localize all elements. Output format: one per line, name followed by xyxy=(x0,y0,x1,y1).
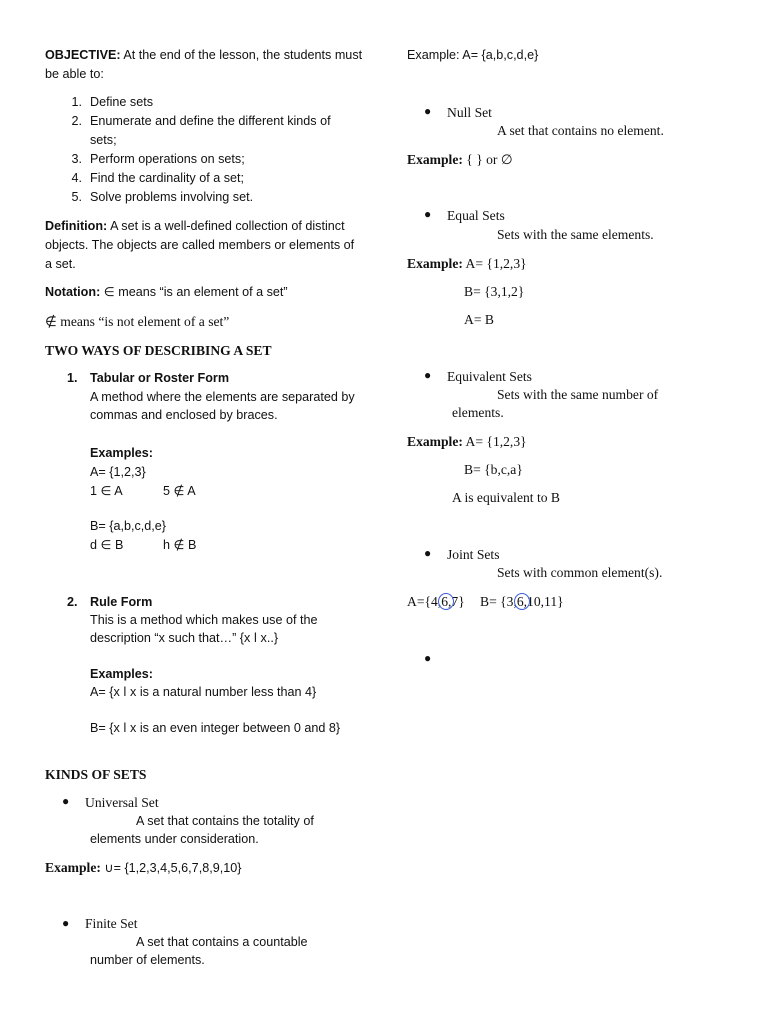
universal-desc-1: A set that contains the totality of xyxy=(136,814,314,828)
equal-desc: Sets with the same elements. xyxy=(497,227,654,242)
equiv-desc-1: Sets with the same number of xyxy=(497,387,659,402)
objective-item-5: 5. Solve problems involving set. xyxy=(71,190,254,204)
joint-desc: Sets with common element(s). xyxy=(497,565,663,580)
notation-line-2: ∉ means “is not element of a set” xyxy=(45,314,230,329)
way2-title: Rule Form xyxy=(90,595,153,609)
universal-example-label: Example: xyxy=(45,860,101,875)
equal-example-1: Example: A= {1,2,3} xyxy=(407,256,527,271)
bullet-icon: ● xyxy=(424,104,432,118)
kinds-heading: KINDS OF SETS xyxy=(45,767,147,782)
objective-item-1: 1. Define sets xyxy=(71,95,153,109)
equiv-desc-2: elements. xyxy=(452,405,504,420)
equal-example-2: B= {3,1,2} xyxy=(464,284,525,299)
finite-desc-2: number of elements. xyxy=(90,953,205,967)
equiv-title: Equivalent Sets xyxy=(447,369,532,384)
universal-title: Universal Set xyxy=(85,795,159,810)
way1-examples-label: Examples: xyxy=(90,446,153,460)
equal-example-label: Example: xyxy=(407,256,463,271)
bullet-icon: ● xyxy=(424,207,432,221)
way1-number: 1. xyxy=(67,371,78,385)
way2-desc-2: description “x such that…” {x ǀ x..} xyxy=(90,631,279,645)
equiv-example-1: Example: A= {1,2,3} xyxy=(407,434,527,449)
null-example-label: Example: xyxy=(407,152,463,167)
bullet-icon: ● xyxy=(62,916,70,930)
null-example: Example: { } or ∅ xyxy=(407,152,513,167)
objective-item-2: 2. Enumerate and define the different kinds of xyxy=(71,114,331,128)
way1-example-3: B= {a,b,c,d,e} xyxy=(90,519,166,533)
objective-label: OBJECTIVE: xyxy=(45,48,121,62)
bullet-icon: ● xyxy=(424,651,432,665)
equiv-example-2: B= {b,c,a} xyxy=(464,462,523,477)
way1-title: Tabular or Roster Form xyxy=(90,371,230,385)
objective-text: At the end of the lesson, the students must xyxy=(120,48,363,62)
bullet-icon: ● xyxy=(62,794,70,808)
equiv-example-label: Example: xyxy=(407,434,463,449)
way1-example-4a: d ∈ B xyxy=(90,538,124,552)
way1-example-1: A= {1,2,3} xyxy=(90,465,146,479)
notation-label: Notation: xyxy=(45,285,101,299)
universal-example: Example: ∪= {1,2,3,4,5,6,7,8,9,10} xyxy=(45,860,242,875)
way1-example-2a: 1 ∈ A xyxy=(90,484,123,498)
bullet-icon: ● xyxy=(424,546,432,560)
circled-element: 6 xyxy=(441,594,449,609)
way2-desc-1: This is a method which makes use of the xyxy=(90,613,318,627)
way1-example-2b: 5 ∉ A xyxy=(163,484,196,498)
top-example: Example: A= {a,b,c,d,e} xyxy=(407,48,539,62)
way2-example-1: A= {x ǀ x is a natural number less than 4} xyxy=(90,685,317,699)
definition-line-1: Definition: A set is a well-defined collection of distinct xyxy=(45,219,345,233)
joint-example-a: A={4,6,7} xyxy=(407,594,465,609)
objective-line-2: be able to: xyxy=(45,67,104,81)
notation-line-1: Notation: ∈ means “is an element of a set” xyxy=(45,285,288,299)
joint-title: Joint Sets xyxy=(447,547,500,562)
null-desc: A set that contains no element. xyxy=(497,123,664,138)
circled-element: 6 xyxy=(516,594,524,609)
way1-desc-1: A method where the elements are separated by xyxy=(90,390,355,404)
equal-title: Equal Sets xyxy=(447,208,505,223)
objective-item-3: 3. Perform operations on sets; xyxy=(71,152,245,166)
null-title: Null Set xyxy=(447,105,492,120)
bullet-icon: ● xyxy=(424,368,432,382)
ways-heading: TWO WAYS OF DESCRIBING A SET xyxy=(45,343,272,358)
universal-desc-2: elements under consideration. xyxy=(90,832,259,846)
definition-line-3: a set. xyxy=(45,257,76,271)
joint-example-b: B= {3,6,10,11} xyxy=(480,594,564,609)
finite-desc-1: A set that contains a countable xyxy=(136,935,308,949)
equal-example-3: A= B xyxy=(464,312,494,327)
objective-item-2-cont: sets; xyxy=(90,133,117,147)
way1-example-4b: h ∉ B xyxy=(163,538,197,552)
objective-item-4: 4. Find the cardinality of a set; xyxy=(71,171,245,185)
way2-examples-label: Examples: xyxy=(90,667,153,681)
way1-desc-2: commas and enclosed by braces. xyxy=(90,408,278,422)
definition-label: Definition: xyxy=(45,219,108,233)
definition-line-2: objects. The objects are called members or elements of xyxy=(45,238,355,252)
way2-example-2: B= {x ǀ x is an even integer between 0 and 8} xyxy=(90,721,341,735)
equiv-example-3: A is equivalent to B xyxy=(452,490,560,505)
finite-title: Finite Set xyxy=(85,916,138,931)
way2-number: 2. xyxy=(67,595,78,609)
objective-line-1 xyxy=(45,46,362,65)
